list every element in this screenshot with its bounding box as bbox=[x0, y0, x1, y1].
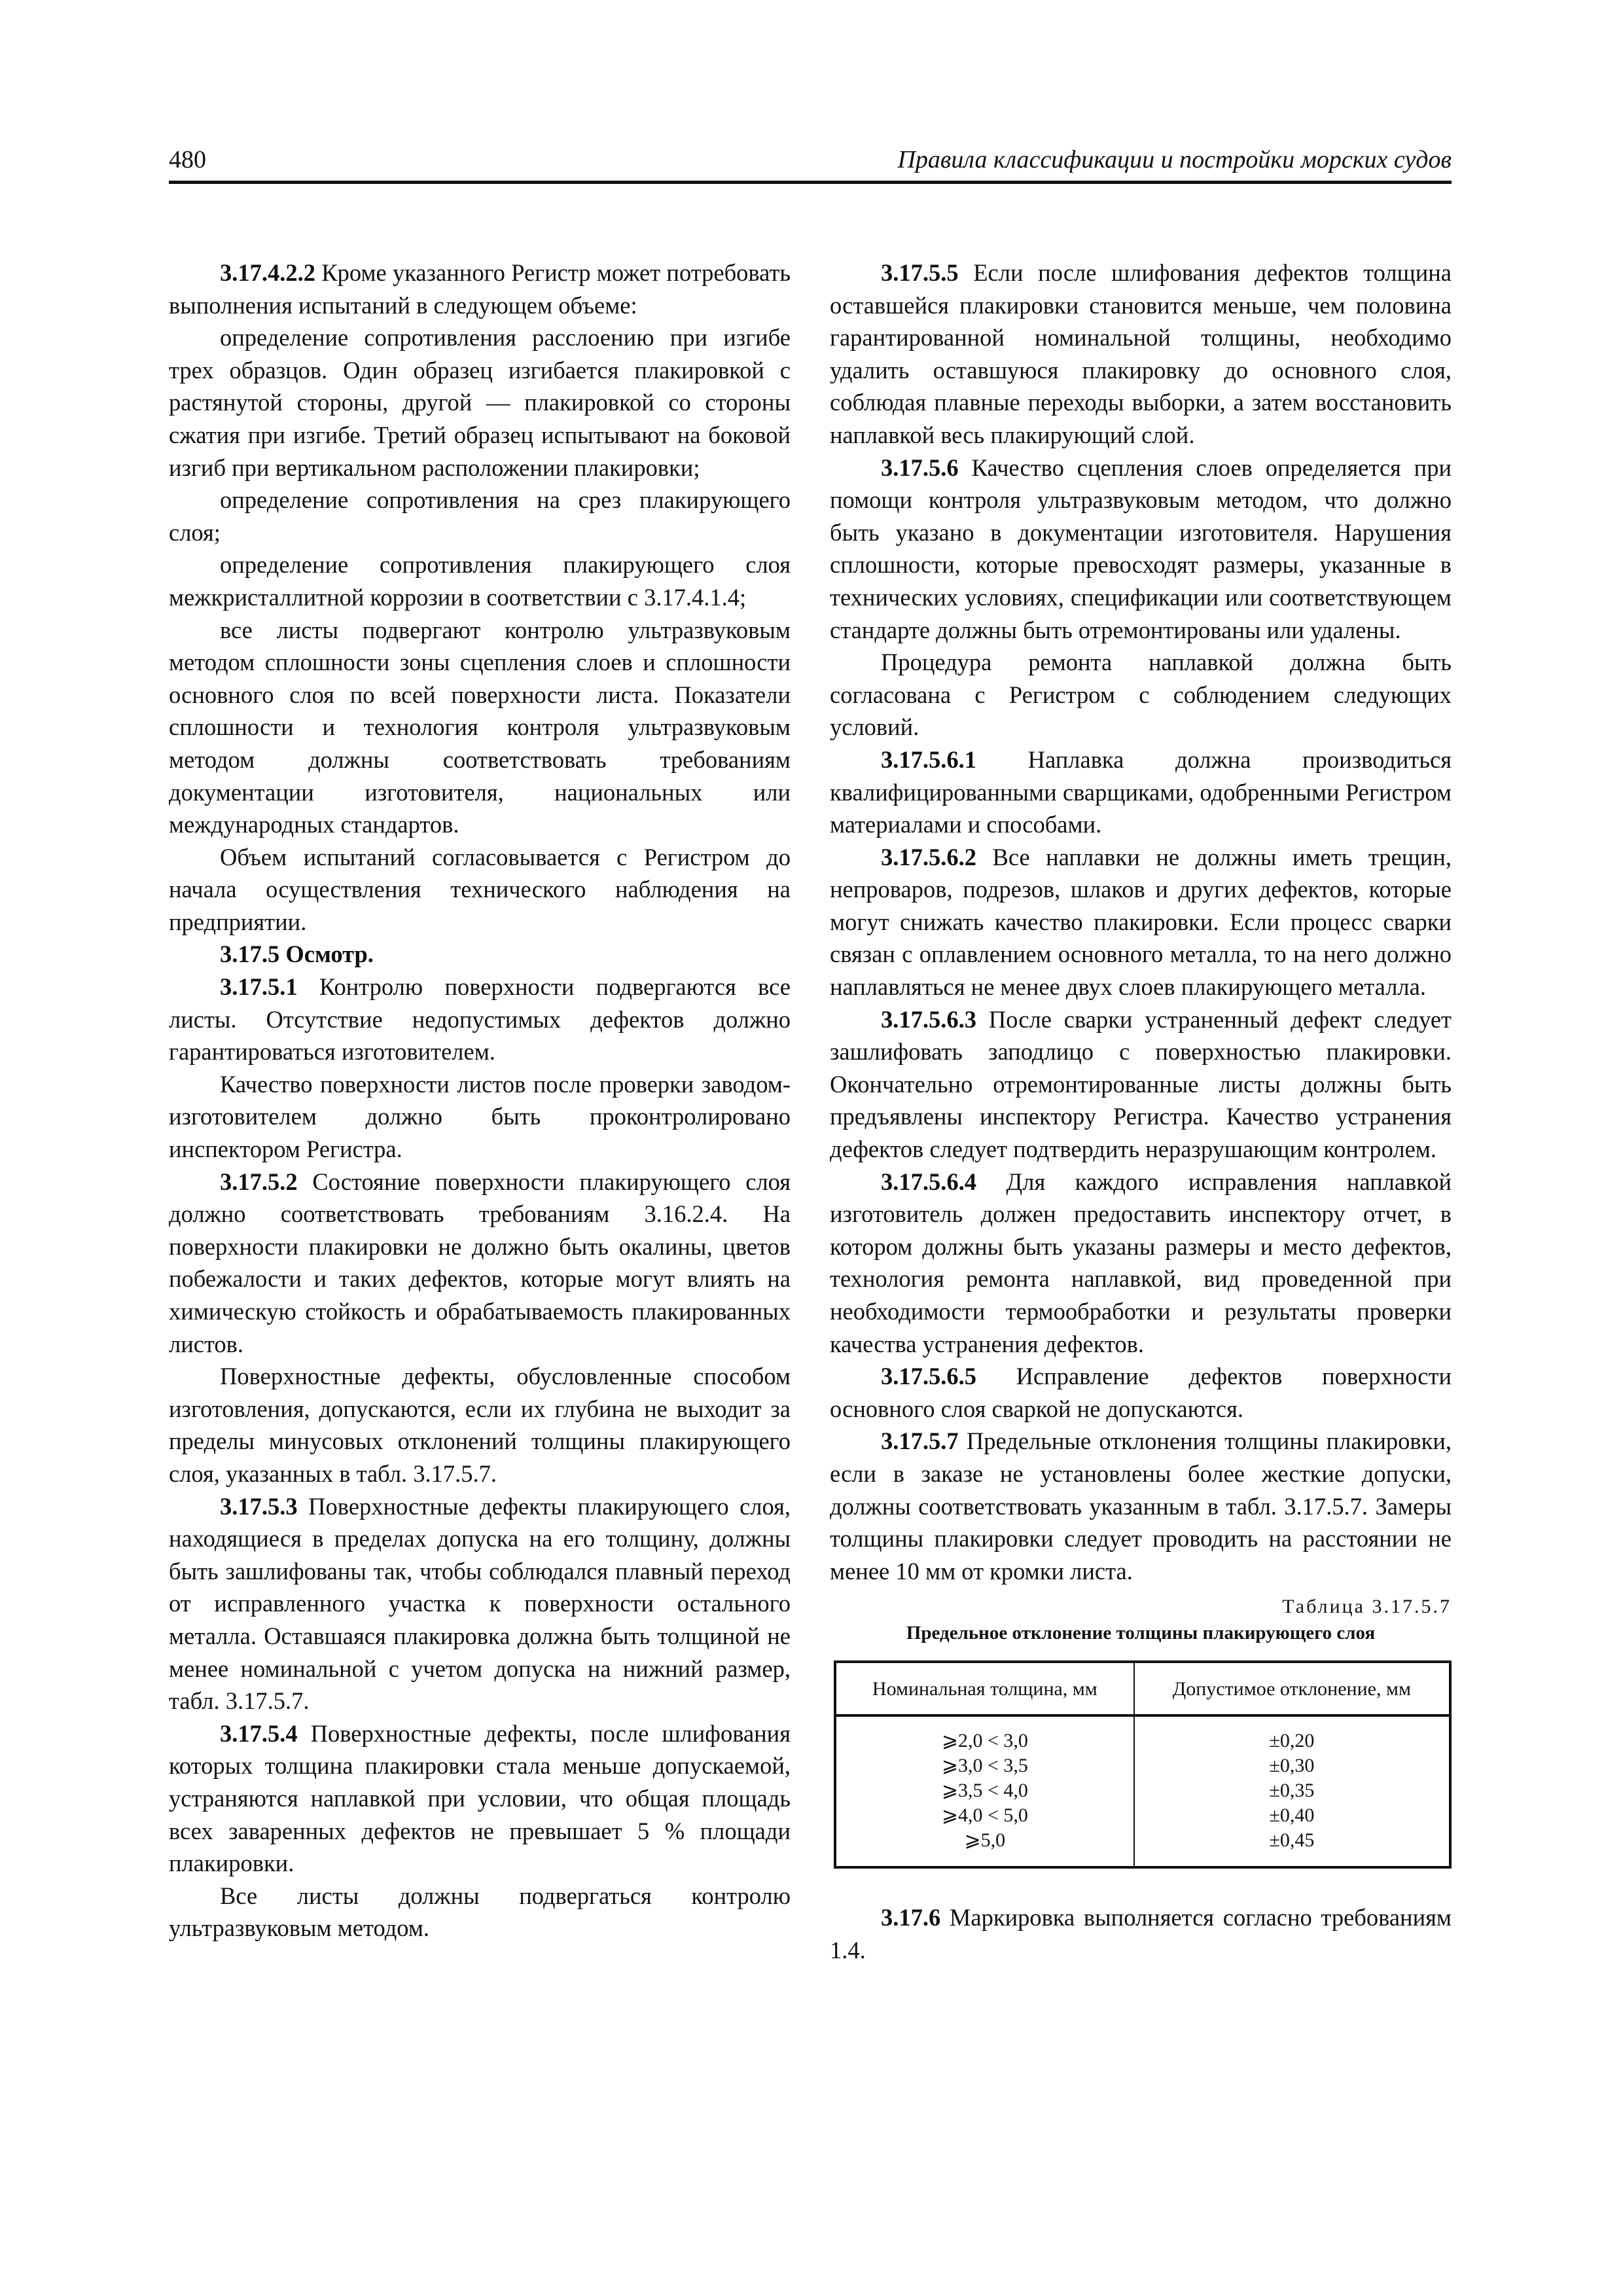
section-heading: 3.17.5 Осмотр. bbox=[220, 941, 374, 968]
paragraph: 3.17.5.6.4 Для каждого исправления наплавкой изготовитель должен предоставить инспектору отчет, в котором должны быть указаны размеры и место дефектов, технология ремонта наплавкой, вид проведенной при необходимости термообработки и результаты проверки качества устранения дефектов. bbox=[830, 1168, 1452, 1357]
paragraph: 3.17.5.7 Предельные отклонения толщины плакировки, если в заказе не установлены более жесткие допуски, должны соответствовать указанным в табл. 3.17.5.7. Замеры толщины плакировки следует проводить на расстоянии не менее 10 мм от кромки листа. bbox=[830, 1427, 1452, 1585]
table-value: ±0,20 bbox=[1269, 1730, 1315, 1752]
paragraph: все листы подвергают контролю ультразвуковым методом сплошности зоны сцепления слоев и сплошности основного слоя по всей поверхности листа. Показатели сплошности и технология контроля ультразвуковым методом должны соответствовать требованиям документации изготовителя, национальных или международных стандартов. bbox=[169, 616, 791, 838]
table-header-deviation: Допустимое отклонение, мм bbox=[1134, 1662, 1450, 1715]
table-title: Предельное отклонение толщины плакирующего слоя bbox=[906, 1623, 1376, 1644]
paragraph: 3.17.5.6 Качество сцепления слоев определяется при помощи контроля ультразвуковым методом, что должно быть указано в документации изготовителя. Нарушения сплошности, которые превосходят размеры, указанные в технических условиях, спецификации или соответствующем стандарте должны быть отремонтированы или удалены. bbox=[830, 454, 1452, 643]
paragraph: 3.17.5.4 Поверхностные дефекты, после шлифования которых толщина плакировки стала меньше допускаемой, устраняются наплавкой при условии, что общая площадь всех заваренных дефектов не превышает 5 % площади плакировки. bbox=[169, 1719, 791, 1877]
paragraph: 3.17.5.1 Контролю поверхности подвергаются все листы. Отсутствие недопустимых дефектов должно гарантироваться изготовителем. bbox=[169, 973, 791, 1066]
paragraph: определение сопротивления расслоению при изгибе трех образцов. Один образец изгибается плакировкой с растянутой стороны, другой — плакировкой со стороны сжатия при изгибе. Третий образец испытывают на боковой изгиб при вертикальном расположении плакировки; bbox=[169, 324, 791, 481]
table-value: ±0,40 bbox=[1269, 1804, 1315, 1827]
paragraph: Процедура ремонта наплавкой должна быть согласована с Регистром с соблюдением следующих условий. bbox=[830, 649, 1452, 741]
table-value: ⩾3,0 < 3,5 bbox=[941, 1755, 1028, 1777]
paragraph: 3.17.5.6.5 Исправление дефектов поверхности основного слоя сваркой не допускаются. bbox=[830, 1363, 1452, 1422]
page-header bbox=[169, 144, 1452, 184]
paragraph: 3.17.5.6.2 Все наплавки не должны иметь трещин, непроваров, подрезов, шлаков и других дефектов, которые могут снижать качество плакировки. Если процесс сварки связан с оплавлением основного металла, то на него должно наплавляться не менее двух слоев плакирующего металла. bbox=[830, 843, 1452, 1001]
nominal-thickness-cell bbox=[835, 1715, 1134, 1867]
paragraph: 3.17.6 Маркировка выполняется согласно требованиям 1.4. bbox=[830, 1904, 1452, 1964]
right-column bbox=[830, 257, 1452, 1967]
table-value: ±0,30 bbox=[1269, 1755, 1315, 1777]
paragraph: 3.17.5.6.3 После сварки устраненный дефект следует зашлифовать заподлицо с поверхностью плакировки. Окончательно отремонтированные листы должны быть предъявлены инспектору Регистра. Качество устранения дефектов следует подтвердить неразрушающим контролем. bbox=[830, 1005, 1452, 1163]
paragraph: Все листы должны подвергаться контролю ультразвуковым методом. bbox=[169, 1882, 791, 1942]
table-label: Таблица 3.17.5.7 bbox=[1282, 1596, 1452, 1618]
page-number: 480 bbox=[169, 146, 206, 173]
table-value: ⩾2,0 < 3,0 bbox=[941, 1730, 1028, 1752]
paragraph: Качество поверхности листов после проверки заводом-изготовителем должно быть проконтролировано инспектором Регистра. bbox=[169, 1070, 791, 1163]
paragraph: 3.17.5.6.1 Наплавка должна производиться квалифицированными сварщиками, одобренными Регистром материалами и способами. bbox=[830, 745, 1452, 838]
paragraph: 3.17.5.3 Поверхностные дефекты плакирующего слоя, находящиеся в пределах допуска на его толщину, должны быть зашлифованы так, чтобы соблюдался плавный переход от исправленного участка к поверхности остального металла. Оставшаяся плакировка должна быть толщиной не менее номинальной с учетом допуска на нижний размер, табл. 3.17.5.7. bbox=[169, 1492, 791, 1715]
table-value: ±0,45 bbox=[1269, 1829, 1315, 1852]
deviation-cell bbox=[1134, 1715, 1450, 1867]
table-header-nominal: Номинальная толщина, мм bbox=[835, 1662, 1134, 1715]
table-value: ⩾5,0 bbox=[964, 1829, 1006, 1852]
table-value: ±0,35 bbox=[1269, 1780, 1315, 1802]
paragraph: Объем испытаний согласовывается с Регистром до начала осуществления технического наблюдения на предприятии. bbox=[169, 843, 791, 935]
paragraph: определение сопротивления плакирующего слоя межкристаллитной коррозии в соответствии с 3.17.4.1.4; bbox=[169, 551, 791, 611]
deviation-table bbox=[834, 1660, 1452, 1869]
paragraph: 3.17.4.2.2 Кроме указанного Регистр может потребовать выполнения испытаний в следующем объеме: bbox=[169, 259, 791, 319]
paragraph: определение сопротивления на срез плакирующего слоя; bbox=[169, 486, 791, 546]
paragraph: 3.17.5.5 Если после шлифования дефектов толщина оставшейся плакировки становится меньше, чем половина гарантированной номинальной толщины, необходимо удалить оставшуюся плакировку до основного слоя, соблюдая плавные переходы выборки, а затем восстановить наплавкой весь плакирующий слой. bbox=[830, 259, 1452, 448]
paragraph: Поверхностные дефекты, обусловленные способом изготовления, допускаются, если их глубина не выходит за пределы минусовых отклонений толщины плакирующего слоя, указанных в табл. 3.17.5.7. bbox=[169, 1363, 791, 1487]
table-block bbox=[830, 1594, 1452, 1869]
paragraph: 3.17.5.2 Состояние поверхности плакирующего слоя должно соответствовать требованиям 3.16.2.4. На поверхности плакировки не должно быть окалины, цветов побежалости и таких дефектов, которые могут влиять на химическую стойкость и обрабатываемость плакированных листов. bbox=[169, 1168, 791, 1357]
table-value: ⩾4,0 < 5,0 bbox=[941, 1804, 1028, 1827]
running-title: Правила классификации и постройки морских судов bbox=[897, 146, 1452, 173]
table-value: ⩾3,5 < 4,0 bbox=[941, 1780, 1028, 1802]
left-column bbox=[169, 257, 791, 1945]
